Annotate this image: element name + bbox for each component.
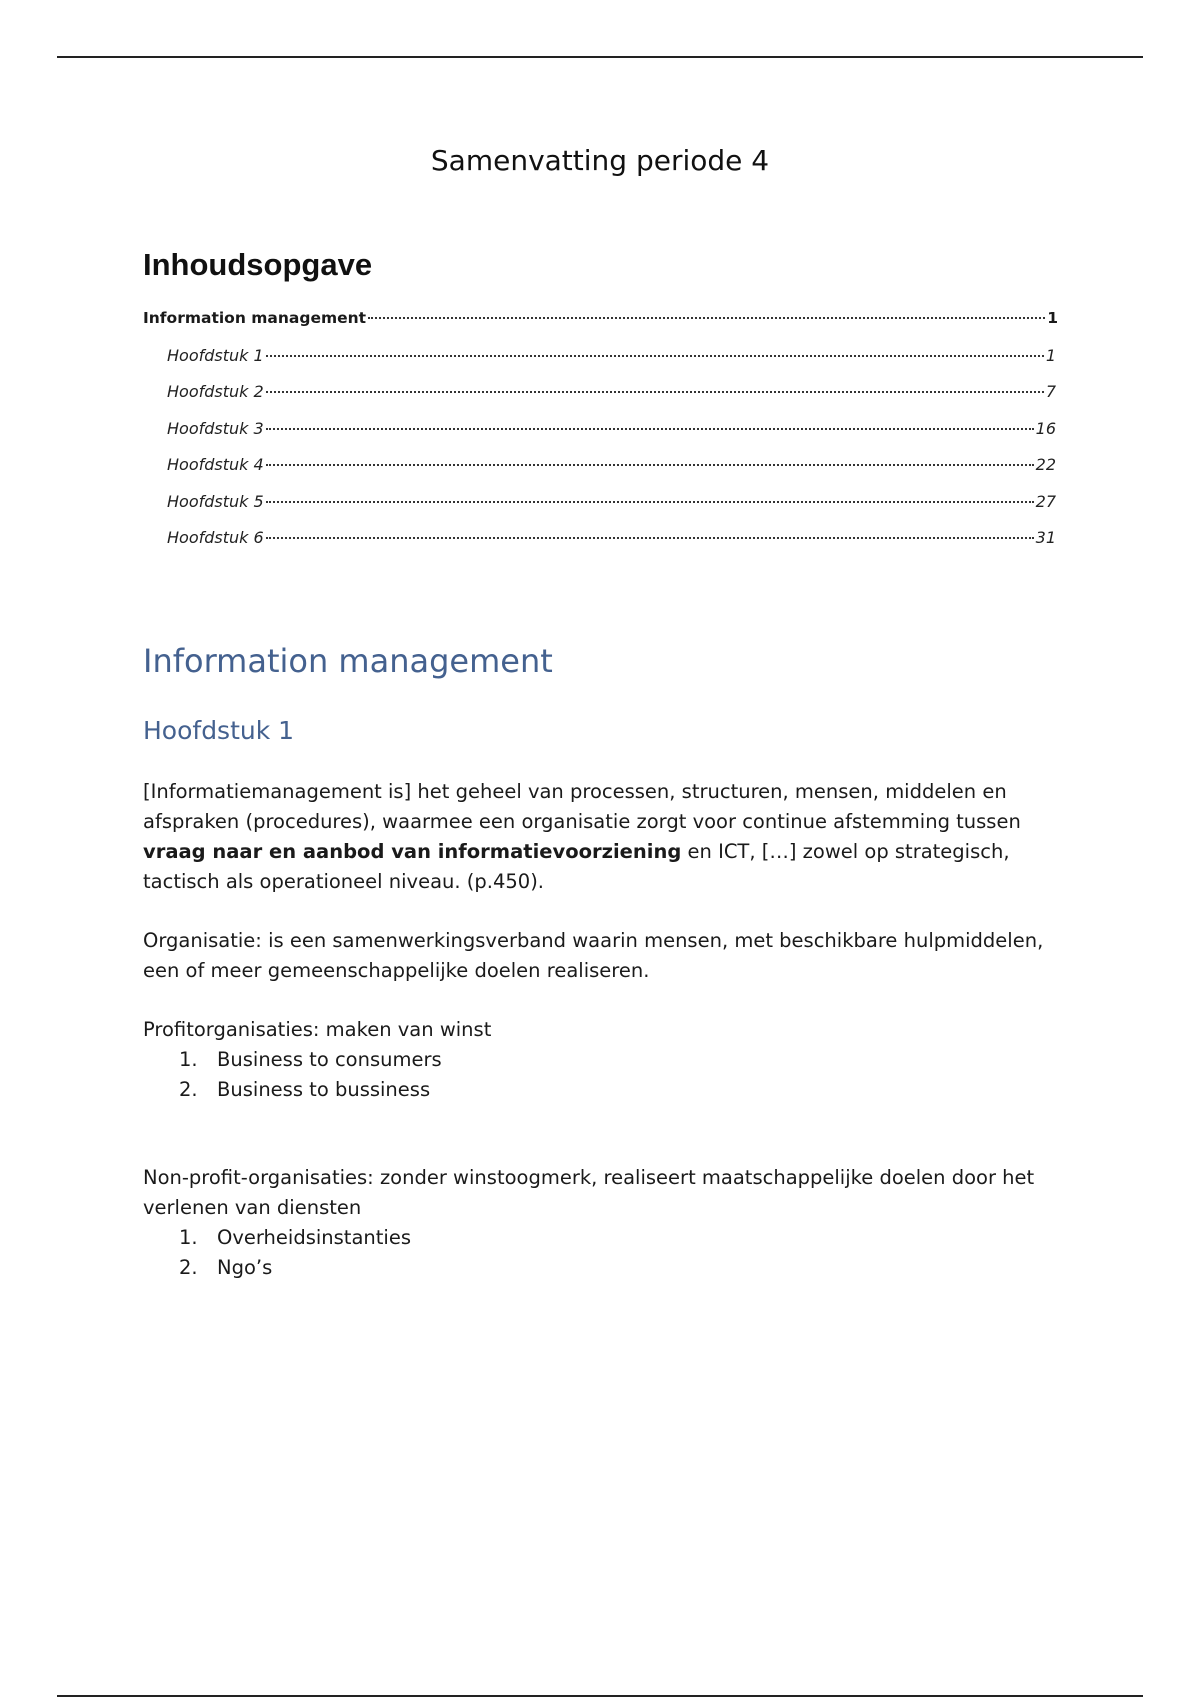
list-item (143, 1253, 1063, 1283)
list-item (143, 1045, 1063, 1075)
toc-entry-label: Information management (143, 309, 367, 327)
header-rule (57, 56, 1143, 58)
toc-entry-hoofdstuk-6[interactable] (143, 528, 1056, 565)
toc-entry-page: 1 (1047, 309, 1058, 327)
table-of-contents (143, 309, 1058, 565)
list-item (143, 1223, 1063, 1253)
section-heading: Information management (143, 642, 553, 680)
toc-leader-dots (266, 428, 1034, 430)
toc-leader-dots (368, 317, 1045, 319)
profit-paragraph: Profitorganisaties: maken van winst (143, 1018, 492, 1041)
toc-entry-label: Hoofdstuk 4 (167, 455, 264, 474)
toc-entry-page: 31 (1035, 528, 1056, 547)
nonprofit-block (143, 1163, 1063, 1283)
toc-entry-hoofdstuk-2[interactable] (143, 382, 1056, 419)
list-item-text: Overheidsinstanties (217, 1226, 411, 1249)
list-number: 2. (179, 1078, 198, 1101)
list-number: 1. (179, 1048, 198, 1071)
list-number: 1. (179, 1226, 198, 1249)
toc-entry-label: Hoofdstuk 1 (167, 345, 264, 365)
toc-leader-dots (266, 537, 1034, 539)
toc-leader-dots (266, 355, 1044, 357)
toc-entry-label: Hoofdstuk 2 (167, 382, 264, 401)
toc-entry-hoofdstuk-1[interactable] (143, 346, 1056, 383)
list-item-text: Ngo’s (217, 1256, 273, 1279)
nonprofit-list (143, 1223, 1063, 1283)
toc-entry-label: Hoofdstuk 5 (167, 491, 264, 511)
toc-entry-hoofdstuk-3[interactable] (143, 419, 1056, 456)
toc-leader-dots (266, 464, 1034, 466)
toc-entry-hoofdstuk-5[interactable] (143, 492, 1056, 529)
toc-entry-page: 22 (1035, 455, 1056, 474)
nonprofit-paragraph: Non-profit-organisaties: zonder winstoogmerk, realiseert maatschappelijke doelen door het verlenen van diensten (143, 1166, 1035, 1219)
toc-entry-hoofdstuk-4[interactable] (143, 455, 1056, 492)
paragraph-text: en ICT, […] zowel op strategisch, tactisch als operationeel niveau. (p.450). (143, 840, 1010, 893)
toc-entry-label: Hoofdstuk 3 (167, 418, 264, 438)
document-title: Samenvatting periode 4 (430, 144, 770, 177)
toc-entry-information-management[interactable] (143, 309, 1058, 346)
definition-paragraph (143, 777, 1063, 897)
list-item (143, 1075, 1063, 1105)
profit-list (143, 1045, 1063, 1105)
paragraph-text: [Informatiemanagement is] het geheel van processen, structuren, mensen, middelen en afspraken (procedures), waarmee een organisatie zorgt voor continue afstemming tussen (143, 780, 1021, 833)
list-item-text: Business to consumers (217, 1048, 442, 1071)
toc-entry-page: 16 (1035, 418, 1056, 438)
list-number: 2. (179, 1256, 198, 1279)
toc-entry-page: 1 (1045, 345, 1056, 365)
footer-rule (57, 1695, 1143, 1697)
toc-leader-dots (266, 391, 1044, 393)
organisation-paragraph: Organisatie: is een samenwerkingsverband waarin mensen, met beschikbare hulpmiddelen, een of meer gemeenschappelijke doelen realiseren. (143, 929, 1044, 982)
chapter-heading: Hoofdstuk 1 (143, 716, 295, 745)
toc-leader-dots (266, 501, 1034, 503)
toc-entry-page: 7 (1045, 382, 1056, 401)
bold-phrase: vraag naar en aanbod van informatievoorziening (143, 840, 682, 863)
toc-entry-page: 27 (1035, 491, 1056, 511)
toc-entry-label: Hoofdstuk 6 (167, 528, 264, 547)
toc-heading: Inhoudsopgave (143, 247, 373, 282)
list-item-text: Business to bussiness (217, 1078, 431, 1101)
profit-block (143, 1015, 1063, 1105)
